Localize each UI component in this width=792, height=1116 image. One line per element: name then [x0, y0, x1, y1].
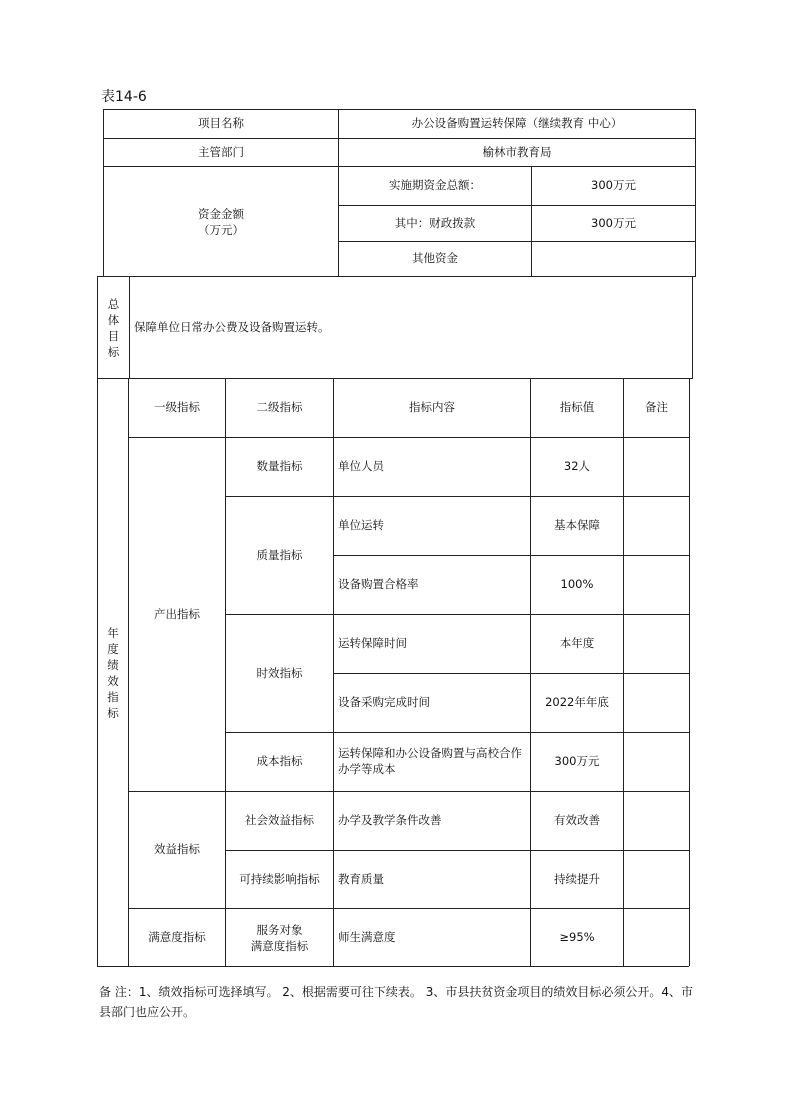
- table-row-content: 设备购置合格率: [338, 577, 419, 592]
- project-name-value: 办公设备购置运转保障（继续教育 中心）: [411, 116, 623, 131]
- sustainability-indicator: 可持续影响指标: [239, 871, 320, 886]
- timeliness-indicator: 时效指标: [256, 665, 303, 680]
- service-line2: 满意度指标: [250, 938, 309, 953]
- fund-amount-label: [104, 167, 338, 276]
- label-char: 标: [107, 705, 119, 720]
- fiscal-fund-value: 300万元: [591, 215, 636, 230]
- col-level1-header: 一级指标: [154, 400, 200, 415]
- other-fund-label: 其他资金: [412, 251, 458, 266]
- total-fund-label: 实施期资金总额：: [389, 178, 481, 193]
- total-fund-value: 300万元: [591, 178, 636, 193]
- label-char: 总: [107, 296, 120, 311]
- quality-indicator: 质量指标: [256, 547, 303, 562]
- table-row-value: ≥95%: [559, 929, 595, 944]
- table-row-content: 师生满意度: [338, 929, 396, 944]
- dept-value: 榆林市教育局: [482, 144, 552, 159]
- benefit-indicator: 效益指标: [154, 842, 200, 857]
- quantity-indicator: 数量指标: [256, 459, 303, 474]
- social-benefit-indicator: 社会效益指标: [245, 813, 314, 828]
- table-row-value: 基本保障: [554, 518, 600, 533]
- table-row-content: 单位人员: [338, 459, 384, 474]
- table-row-value: 本年度: [559, 636, 595, 651]
- service-line1: 服务对象: [256, 922, 303, 937]
- table-row-value: 32人: [563, 459, 591, 474]
- footnote: 备 注：1、绩效指标可选择填写。 2、根据需要可往下续表。 3、市县扶贫资金项目的绩效目标必须公开。4、市县部门也应公开。: [99, 985, 693, 1019]
- project-name-label: 项目名称: [198, 116, 244, 131]
- table-row-content: 单位运转: [338, 518, 384, 533]
- label-char: 绩: [107, 657, 119, 672]
- table-caption: 表14-6: [101, 89, 147, 105]
- table-row-value: 300万元: [554, 754, 600, 769]
- cost-indicator: 成本指标: [256, 754, 303, 769]
- table-row-content: 设备采购完成时间: [338, 695, 430, 710]
- fund-label-line2: （万元）: [198, 222, 244, 237]
- dept-label: 主管部门: [198, 144, 244, 159]
- table-row-value: 持续提升: [554, 871, 600, 886]
- col-level2-header: 二级指标: [256, 400, 303, 415]
- table-row-content: 运转保障和办公设备购置与高校合作办学等成本: [338, 746, 522, 776]
- label-char: 目: [107, 328, 120, 343]
- table-row-content: 教育质量: [338, 871, 384, 886]
- col-content-header: 指标内容: [409, 400, 455, 415]
- table-row-content: 运转保障时间: [338, 636, 407, 651]
- annual-indicator-label: [98, 379, 128, 966]
- col-value-header: 指标值: [559, 400, 595, 415]
- label-char: 年: [107, 625, 119, 640]
- service-satisfaction-indicator: [226, 909, 333, 966]
- col-note-header: 备注: [645, 400, 668, 415]
- table-row-content: 办学及教学条件改善: [338, 813, 442, 828]
- label-char: 度: [107, 641, 119, 656]
- other-fund-value: [532, 242, 695, 276]
- fiscal-fund-label: 其中：财政拨款: [394, 215, 476, 230]
- label-char: 体: [107, 312, 120, 327]
- label-char: 指: [107, 689, 119, 704]
- table-row-value: 2022年年底: [545, 695, 609, 710]
- satisfaction-indicator: 满意度指标: [148, 929, 206, 944]
- label-char: 标: [107, 344, 120, 359]
- output-indicator: 产出指标: [154, 606, 200, 621]
- fund-label-line1: 资金金额: [198, 206, 244, 221]
- table-row-value: 100%: [560, 577, 594, 592]
- label-char: 效: [107, 673, 119, 688]
- overall-objective-label: [98, 277, 129, 378]
- table-row-value: 有效改善: [554, 813, 600, 828]
- overall-objective-text: 保障单位日常办公费及设备购置运转。: [134, 319, 330, 334]
